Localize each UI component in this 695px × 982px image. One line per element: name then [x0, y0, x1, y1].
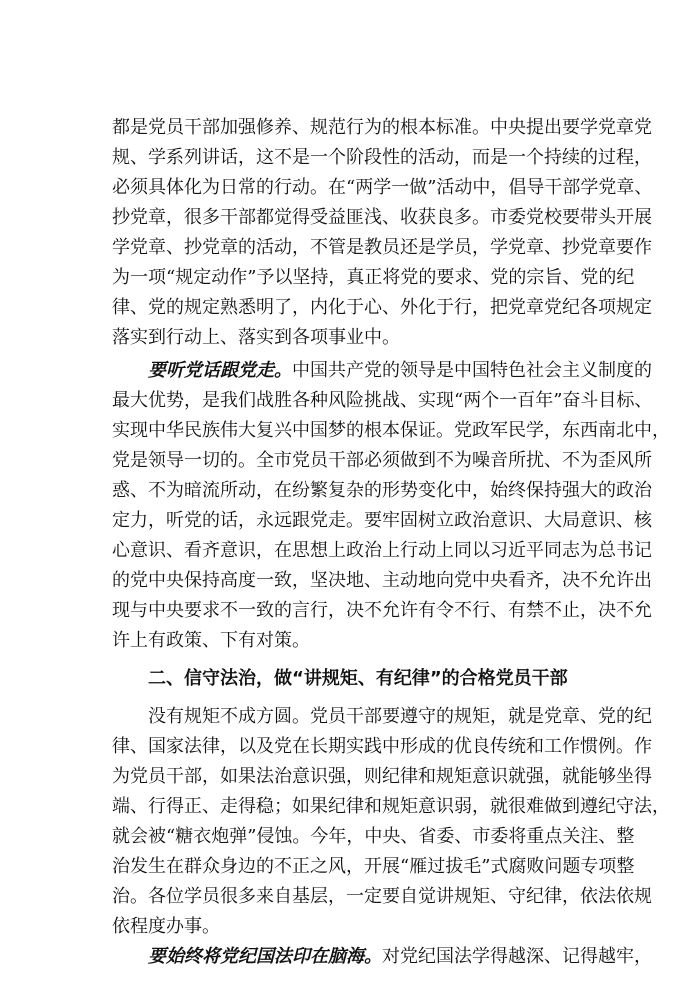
line-text: 学党章、抄党章的活动，不管是教员还是学员，学党章、抄党章要作 [112, 237, 652, 258]
paragraph-text: 中国共产党的领导是中国特色社会主义制度的 [292, 360, 652, 381]
line-text: 都是党员干部加强修养、规范行为的根本标准。中央提出要学党章党 [112, 117, 652, 138]
body-text-line [0, 536, 695, 566]
heading-text: 二、信守法治，做“讲规矩、有纪律”的合格党员干部 [148, 668, 568, 689]
body-text-line [0, 912, 695, 942]
line-text: 心意识、看齐意识，在思想上政治上行动上同以习近平同志为总书记 [112, 540, 652, 561]
line-text [148, 942, 652, 972]
line-text: 许上有政策、下有对策。 [112, 630, 310, 651]
body-text-line [0, 626, 695, 656]
body-text-line [0, 822, 695, 852]
paragraph-first-line [0, 702, 695, 732]
body-text-line [0, 263, 695, 293]
line-text: 惑、不为暗流所动，在纷繁复杂的形势变化中，始终保持强大的政治 [112, 480, 652, 501]
body-text-line [0, 416, 695, 446]
body-text-line [0, 792, 695, 822]
body-text-line [0, 113, 695, 143]
body-text-line [0, 882, 695, 912]
line-text: 治发生在群众身边的不正之风，开展“雁过拔毛”式腐败问题专项整 [112, 856, 635, 877]
line-text: 定力，听党的话，永远跟党走。要牢固树立政治意识、大局意识、核 [112, 510, 652, 531]
body-text-line [0, 506, 695, 536]
line-text: 为一项“规定动作”予以坚持，真正将党的要求、党的宗旨、党的纪 [112, 267, 635, 288]
body-text-line [0, 143, 695, 173]
line-text: 为党员干部，如果法治意识强，则纪律和规矩意识就强，就能够坐得 [112, 766, 652, 787]
line-text: 最大优势，是我们战胜各种风险挑战、实现“两个一百年”奋斗目标、 [112, 390, 653, 411]
line-text: 律、国家法律，以及党在长期实践中形成的优良传统和工作惯例。作 [112, 736, 652, 757]
paragraph-lead-phrase: 要始终将党纪国法印在脑海。 [148, 946, 382, 967]
line-text: 落实到行动上、落实到各项事业中。 [112, 327, 400, 348]
body-text-line [0, 852, 695, 882]
line-text: 抄党章，很多干部都觉得受益匪浅、收获良多。市委党校要带头开展 [112, 207, 652, 228]
line-text [148, 356, 652, 386]
body-text-line [0, 732, 695, 762]
body-text-line [0, 203, 695, 233]
paragraph-first-line [0, 356, 695, 386]
body-text-line [0, 323, 695, 353]
line-text: 的党中央保持高度一致，坚决地、主动地向党中央看齐，决不允许出 [112, 570, 652, 591]
body-text-line [0, 596, 695, 626]
body-text-line [0, 762, 695, 792]
line-text: 没有规矩不成方圆。党员干部要遵守的规矩，就是党章、党的纪 [148, 706, 652, 727]
body-text-line [0, 386, 695, 416]
line-text: 端、行得正、走得稳；如果纪律和规矩意识弱，就很难做到遵纪守法， [112, 796, 670, 817]
line-text: 治。各位学员很多来自基层，一定要自觉讲规矩、守纪律，依法依规 [112, 886, 652, 907]
line-text: 律、党的规定熟悉明了，内化于心、外化于行，把党章党纪各项规定 [112, 297, 652, 318]
body-text-line [0, 476, 695, 506]
paragraph-lead-phrase: 要听党话跟党走。 [148, 360, 292, 381]
body-text-line [0, 446, 695, 476]
body-text-line [0, 233, 695, 263]
line-text: 必须具体化为日常的行动。在“两学一做”活动中，倡导干部学党章、 [112, 177, 653, 198]
paragraph-first-line [0, 942, 695, 972]
line-text: 规、学系列讲话，这不是一个阶段性的活动，而是一个持续的过程， [112, 147, 652, 168]
paragraph-text: 对党纪国法学得越深、记得越牢， [382, 946, 652, 967]
line-text: 现与中央要求不一致的言行，决不允许有令不行、有禁不止，决不允 [112, 600, 652, 621]
line-text: 党是领导一切的。全市党员干部必须做到不为噪音所扰、不为歪风所 [112, 450, 652, 471]
body-text-line [0, 293, 695, 323]
section-heading [0, 664, 695, 694]
body-text-line [0, 566, 695, 596]
body-text-line [0, 173, 695, 203]
line-text: 就会被“糖衣炮弹”侵蚀。今年，中央、省委、市委将重点关注、整 [112, 826, 635, 847]
line-text: 依程度办事。 [112, 916, 220, 937]
line-text: 实现中华民族伟大复兴中国梦的根本保证。党政军民学，东西南北中， [112, 420, 670, 441]
